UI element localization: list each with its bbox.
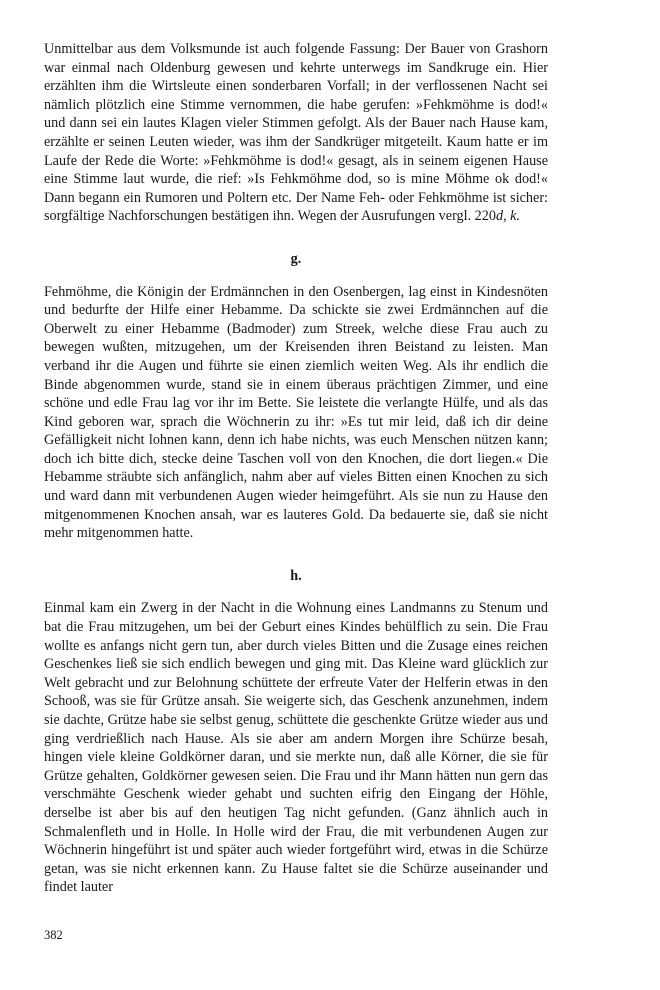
paragraph-1-reference: d, k.	[495, 208, 521, 225]
section-heading-g: g.	[290, 250, 302, 267]
paragraph-1-text: Unmittelbar aus dem Volksmunde ist auch folgende Fassung: Der Bauer von Grashorn war einmal nach Oldenburg gewesen und kehrte unterwegs im Sandkruge ein. Hier erzählten ihm die Wirtsleute einen sonderbaren Vorfall; in der verflossenen Nacht sei nämlich plötzlich eine Stimme vernommen, die habe gerufen: »Fehkmöhme is dod!« und dann sei ein lautes Klagen vieler Stimmen gefolgt. Als der Bauer nach Hause kam, erzählte er seinen Leuten wieder, was ihm der Sandkrüger mitgeteilt. Kaum hatte er im Laufe der Rede die Worte: »Fehkmöhme is dod!« gesagt, als in seinem eigenen Hause eine Stimme laut wurde, die rief: »Is Fehkmöhme dod, so is mine Möhme ok dod!« Dann begann ein Rumoren und Poltern etc. Der Name Feh- oder Fehkmöhme ist sicher: sorgfältige Nachforschungen bestätigen ihn. Wegen der Ausrufungen vergl. 220	[44, 41, 548, 225]
paragraph-3: Einmal kam ein Zwerg in der Nacht in die Wohnung eines Landmanns zu Stenum und bat die Frau mitzugehen, um bei der Geburt eines Kindes behülflich zu sein. Die Frau wollte es anfangs nicht gern tun, aber durch vieles Bitten und die Zusage eines reichen Geschenkes ließ sie sich endlich bewegen und ging mit. Das Kleine ward glücklich zur Welt gebracht und zur Belohnung schüttete der erfreute Vater der Helferin etwas in den Schooß, was sie für Grütze ansah. Sie weigerte sich, das Geschenk anzunehmen, indem sie dachte, Grütze habe sie selbst genug, schüttete die geschenkte Grütze wieder aus und ging verdrießlich nach Hause. Als sie aber am andern Morgen ihre Schürze besah, hingen viele kleine Goldkörner daran, und sie merkte nun, daß alle Körner, die sie für Grütze gehalten, Goldkörner gewesen seien. Die Frau und ihr Mann hätten nun gern das verschmähte Geschenk wieder gehabt und suchten eifrig den Eingang der Höhle, derselbe ist aber bis auf den heutigen Tag nicht gefunden. (Ganz ähnlich auch in Schmalenfleth und in Holle. In Holle wird der Frau, die mit verbundenen Augen zur Wöchnerin hingeführt ist und später auch wieder fortgeführt wird, etwas in die Schürze getan, was sie nicht erkennen kann. Zu Hause faltet sie die Schürze auseinander und findet lauter	[44, 600, 548, 896]
paragraph-2: Fehmöhme, die Königin der Erdmännchen in den Osenbergen, lag einst in Kindesnöten und bedurfte der Hilfe einer Hebamme. Da schickte sie zwei Erdmännchen auf die Oberwelt zu einer Hebamme (Badmoder) zum Streek, welche diese Frau auch zu bewegen wußten, mitzugehen, um der Kreisenden ihren Beistand zu leisten. Man verband ihr die Augen und führte sie einen ziemlich weiten Weg. Als ihr endlich die Binde abgenommen wurde, stand sie in einem überaus prächtigen Zimmer, und eine schöne und edle Frau lag vor ihr im Bette. Sie leistete die verlangte Hülfe, und als das Kind geboren war, sprach die Wöchnerin zu ihr: »Es tut mir leid, daß ich dir deine Gefälligkeit nicht lohnen kann, denn ich habe nichts, was euch Menschen nützen kann; doch ich bitte dich, stecke deine Taschen voll von den Knochen, die dort liegen.« Die Hebamme sträubte sich anfänglich, nahm aber auf vieles Bitten einen Knochen zu sich und ward dann mit verbundenen Augen wieder heimgeführt. Als sie nun zu Hause den mitgenommenen Knochen ansah, war es lauteres Gold. Da bedauerte sie, daß sie nicht mehr mitgenommen hatte.	[44, 283, 548, 542]
section-heading-h: h.	[290, 567, 302, 584]
paragraph-1	[44, 40, 548, 226]
document-page	[44, 40, 548, 897]
page-number: 382	[44, 928, 63, 942]
